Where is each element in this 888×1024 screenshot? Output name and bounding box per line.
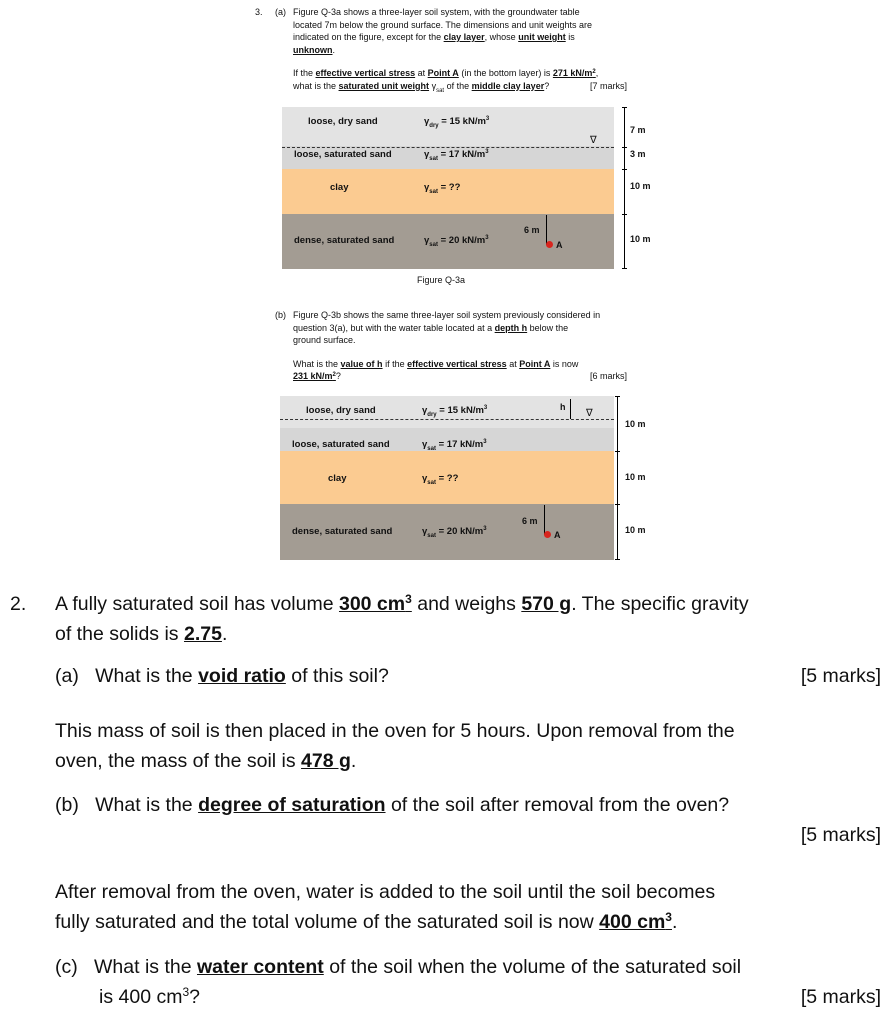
q3b-label: (b): [275, 310, 286, 320]
dim-10m-dense: 10 m: [630, 234, 651, 244]
h-label: h: [560, 402, 566, 412]
q3a-line-5: If the effective vertical stress at Point A (in the bottom layer) is 271 $kN/m^2$,: [293, 68, 599, 78]
dimension-tick: [615, 559, 620, 560]
water-table-line: [282, 147, 614, 148]
dimension-tick: [622, 169, 627, 170]
q2b: (b) What is the degree of saturation of the soil after removal from the oven? [5 marks]: [55, 790, 881, 850]
q2a: (a) What is the void ratio of this soil? [5 marks]: [55, 661, 881, 691]
layer2-gamma: $\gamma_{sat} = 17$ $kN/m^3$: [424, 149, 489, 163]
dimension-tick: [622, 107, 627, 108]
layer4-name: dense, saturated sand: [294, 235, 395, 246]
q3a-text: [293, 6, 633, 97]
layer1-gamma: $\gamma_{dry} = 15$ $kN/m^3$: [422, 405, 488, 419]
q3a-marks: [7 marks]: [589, 80, 627, 91]
q2-number: 2.: [10, 593, 27, 615]
dim-10m-dense: 10 m: [625, 525, 646, 535]
q3b-line-2: question 3(a), but with the water table located at a depth h below the: [293, 322, 569, 333]
layer2-gamma: $\gamma_{sat} = 17$ $kN/m^3$: [422, 439, 487, 453]
q3a-line-1: Figure Q-3a shows a three-layer soil system, with the groundwater table: [293, 7, 580, 17]
dim-10m-top: 10 m: [625, 419, 646, 429]
figure-q3a-caption: Figure Q-3a: [417, 275, 466, 285]
q3b-line-3: ground surface.: [293, 335, 356, 345]
layer1-name: loose, dry sand: [306, 405, 376, 416]
dimension-tick: [622, 268, 627, 269]
unit-weight-term: unit weight: [518, 32, 566, 42]
q2-intro: [55, 589, 881, 649]
depth-a-label: 6 m: [524, 225, 540, 235]
q2c-marks: [5 marks]: [800, 986, 881, 1008]
layer3-name: clay: [330, 182, 349, 193]
point-a-label: A: [556, 240, 563, 250]
depth-a-label: 6 m: [522, 516, 538, 526]
point-a-label: A: [554, 530, 561, 540]
water-table-icon: ∇: [590, 135, 597, 146]
q2-oven-line-1: This mass of soil is then placed in the oven for 5 hours. Upon removal from the: [55, 720, 735, 742]
dimension-tick: [615, 396, 620, 397]
layer1-gamma: $\gamma_{dry} = 15$ $kN/m^3$: [424, 116, 490, 130]
q3b-line-5: 231 $kN/m^2$? [6 marks]: [293, 371, 627, 381]
dimension-tick: [622, 147, 627, 148]
h-dimension-line: [570, 399, 571, 419]
dimension-line-a: [624, 107, 625, 269]
figure-q3a: [282, 107, 614, 269]
q3-number: 3.: [255, 7, 263, 17]
dimension-tick: [615, 504, 620, 505]
dimension-tick: [622, 214, 627, 215]
q2-intro-line-1: A fully saturated soil has volume 300 $cm^3$ and weighs 570 g. The specific gravity: [55, 592, 749, 615]
q3b-marks: [6 marks]: [589, 371, 627, 381]
q3a-line-6: what is the saturated unit weight $\gamma_{sat}$ of the middle clay layer? [7 marks]: [293, 80, 627, 94]
layer1-name: loose, dry sand: [308, 116, 378, 127]
clay-layer-term: clay layer: [443, 32, 485, 42]
layer3-gamma: $\gamma_{sat}$ = ??: [422, 473, 459, 486]
dim-10m-clay: 10 m: [630, 181, 651, 191]
water-table-line: [280, 419, 614, 420]
layer2-name: loose, saturated sand: [294, 149, 392, 160]
q2a-marks: [5 marks]: [800, 665, 881, 687]
point-a-marker: [546, 241, 553, 248]
q2-oven-paragraph: [55, 716, 881, 776]
layer2-name: loose, saturated sand: [292, 439, 390, 450]
q2-resat-line-2: fully saturated and the total volume of the saturated soil is now 400 $cm^3$.: [55, 910, 678, 933]
layer4-name: dense, saturated sand: [292, 526, 393, 537]
q2-resaturation-paragraph: [55, 877, 881, 937]
dim-7m: 7 m: [630, 125, 646, 135]
q3b-line-1: Figure Q-3b shows the same three-layer soil system previously considered in: [293, 310, 601, 320]
dimension-line-b: [617, 396, 618, 560]
water-table-icon: ∇: [586, 408, 593, 419]
q2-oven-line-2: oven, the mass of the soil is 478 g.: [55, 750, 357, 772]
dimension-tick: [615, 451, 620, 452]
q3a-label: (a): [275, 7, 286, 17]
layer3-name: clay: [328, 473, 347, 484]
q2-intro-line-2: of the solids is 2.75.: [55, 623, 228, 645]
q3a-line-3: indicated on the figure, except for the clay layer, whose unit weight is: [293, 32, 575, 42]
q3a-line-2: located 7m below the ground surface. The dimensions and unit weights are: [293, 19, 593, 30]
q3b-text: [293, 309, 633, 383]
dim-3m: 3 m: [630, 149, 646, 159]
q2c: (c) What is the water content of the soil when the volume of the saturated soil is 400 $cm^3$? [5 marks]: [55, 952, 881, 1012]
figure-q3b: [280, 396, 614, 560]
dim-10m-clay: 10 m: [625, 472, 646, 482]
layer4-gamma: $\gamma_{sat} = 20$ $kN/m^3$: [422, 526, 487, 540]
layer3-gamma: $\gamma_{sat}$ = ??: [424, 182, 461, 195]
layer4-gamma: $\gamma_{sat} = 20$ $kN/m^3$: [424, 235, 489, 249]
q3a-line-4: unknown.: [293, 44, 336, 55]
q2-resat-line-1: After removal from the oven, water is added to the soil until the soil becomes: [55, 881, 716, 903]
point-a-marker: [544, 531, 551, 538]
q2b-marks: [5 marks]: [800, 824, 881, 846]
q3b-line-4: What is the value of h if the effective vertical stress at Point A is now: [293, 358, 579, 369]
